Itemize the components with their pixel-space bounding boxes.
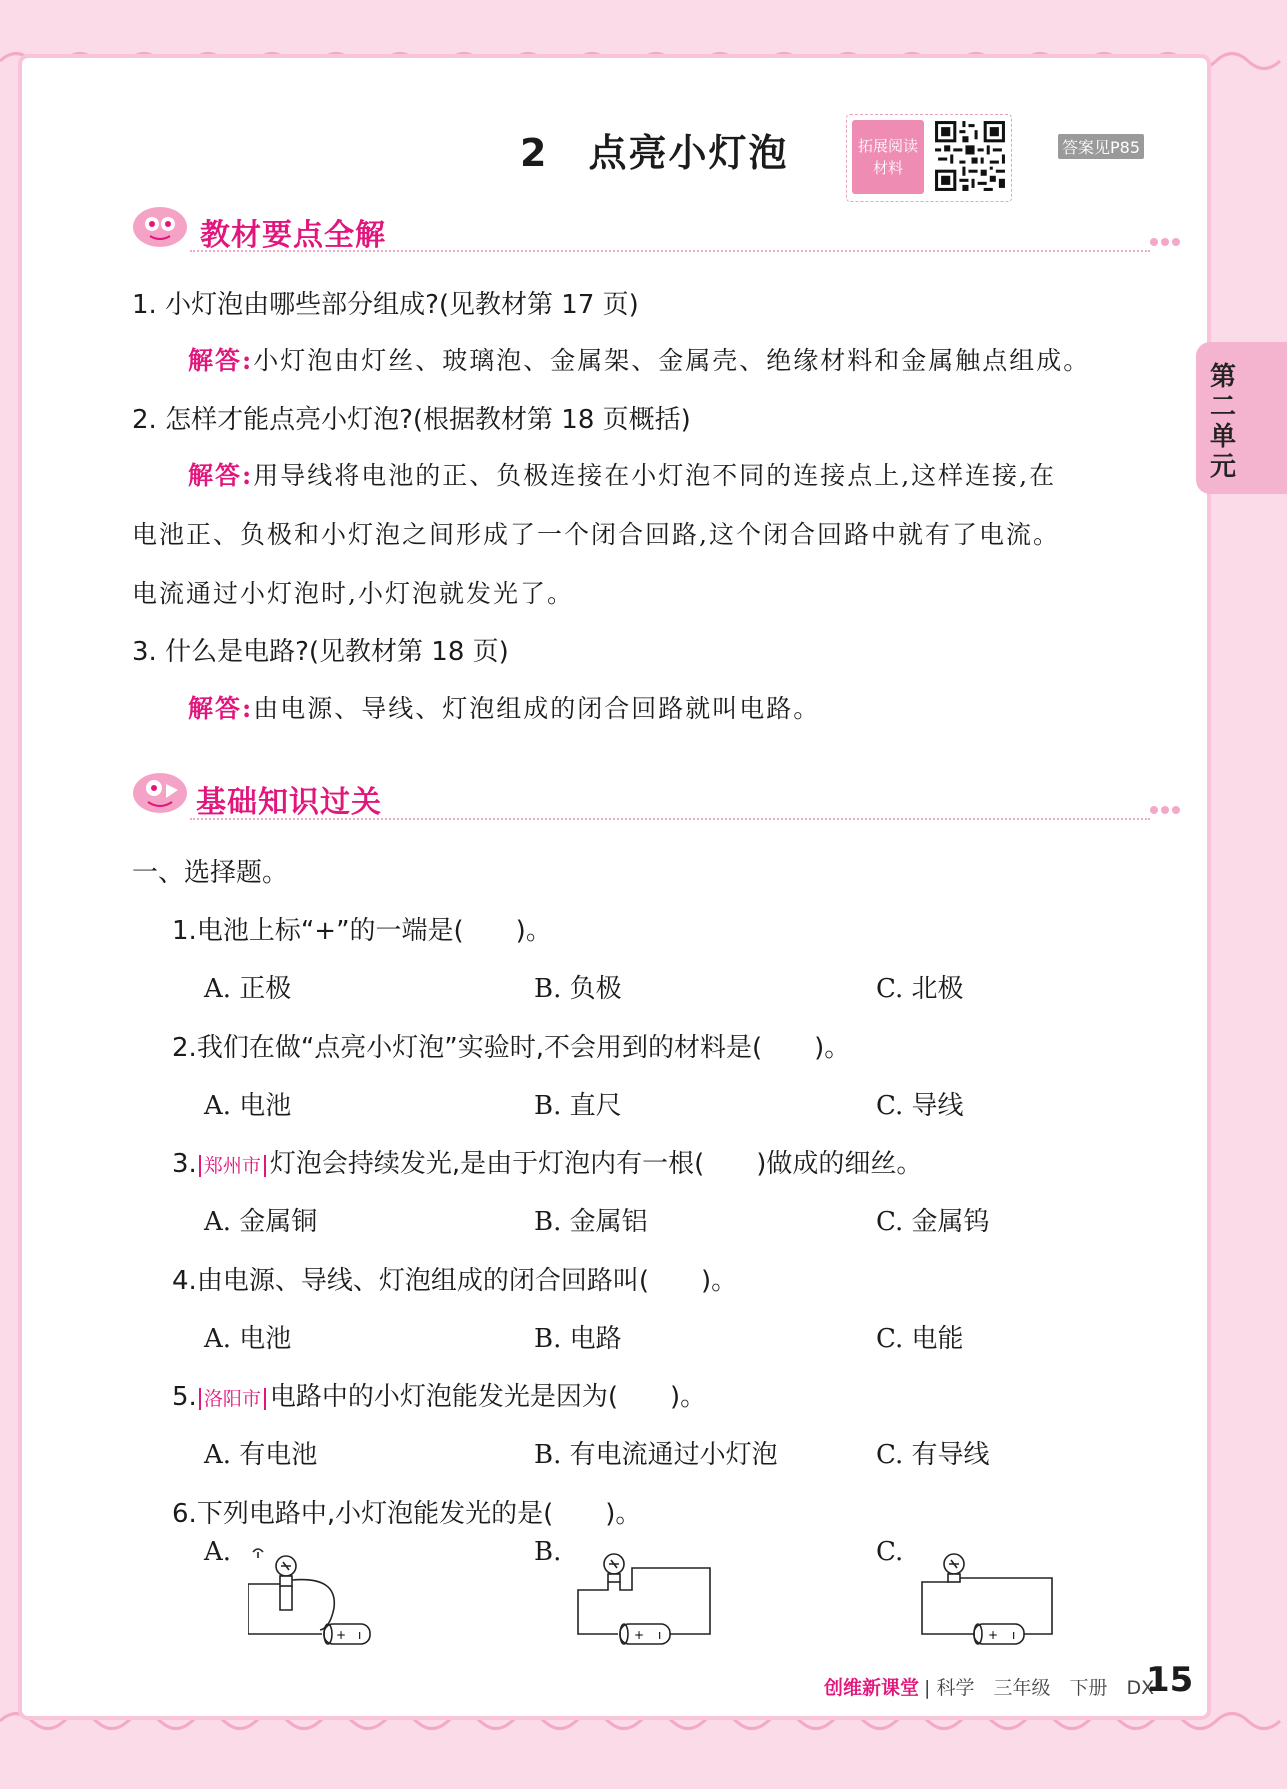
mc-question-number: 4.: [172, 1266, 197, 1296]
section-mascot-icon: [130, 770, 190, 816]
divider-dots: [1150, 238, 1180, 246]
mc-option-6-a[interactable]: A.: [204, 1537, 232, 1567]
mc-option-5-c[interactable]: C. 有导线: [876, 1440, 990, 1470]
page-title: 2 点亮小灯泡: [520, 131, 789, 175]
answer-label: 解答:: [188, 346, 254, 375]
mc-question-1: [172, 910, 552, 947]
answer-text: 小灯泡由灯丝、玻璃泡、金属架、金属壳、绝缘材料和金属触点组成。: [253, 346, 1091, 375]
section-heading-basic-knowledge: 基础知识过关: [196, 785, 382, 820]
mc-option-4-b[interactable]: B. 电路: [534, 1324, 622, 1354]
circuit-diagram-a: [248, 1548, 378, 1648]
answer-label: 解答:: [188, 461, 254, 490]
mc-question-4: [172, 1260, 737, 1297]
battery-minus-label: ı: [658, 1628, 662, 1642]
battery-plus-label: +: [336, 1628, 347, 1642]
mc-option-5-a[interactable]: A. 有电池: [204, 1440, 318, 1470]
mc-question-number: 1.: [172, 916, 197, 946]
answer-label: 解答:: [188, 694, 254, 723]
footer-book-info: | 科学 三年级 下册 DX: [924, 1677, 1155, 1699]
point-question-1: 1. 小灯泡由哪些部分组成?(见教材第 17 页): [132, 290, 639, 320]
mc-option-4-c[interactable]: C. 电能: [876, 1324, 964, 1354]
mc-option-3-b[interactable]: B. 金属铝: [534, 1207, 648, 1237]
battery-plus-label: +: [988, 1628, 999, 1642]
answer-reference-badge: 答案见P85: [1058, 134, 1144, 159]
mc-option-5-b[interactable]: B. 有电流通过小灯泡: [534, 1440, 778, 1470]
mc-option-3-a[interactable]: A. 金属铜: [204, 1207, 318, 1237]
qr-label[interactable]: [852, 120, 924, 194]
mc-option-1-b[interactable]: B. 负极: [534, 974, 622, 1004]
mc-option-1-a[interactable]: A. 正极: [204, 974, 292, 1004]
qr-label-line1: 拓展阅读: [857, 137, 918, 155]
region-tag: 洛阳市: [199, 1388, 266, 1410]
mc-question-text: 由电源、导线、灯泡组成的闭合回路叫( )。: [196, 1266, 738, 1296]
point-answer-2-line1: [188, 456, 1056, 492]
mc-question-2: [172, 1027, 850, 1064]
section-divider: [190, 818, 1150, 820]
mc-option-3-c[interactable]: C. 金属钨: [876, 1207, 990, 1237]
section-divider: [190, 250, 1150, 252]
footer-brand: 创维新课堂: [824, 1677, 920, 1699]
point-answer-1: [188, 341, 1090, 377]
point-question-2: 2. 怎样才能点亮小灯泡?(根据教材第 18 页概括): [132, 405, 691, 435]
circuit-diagram-b: [574, 1548, 714, 1648]
battery-minus-label: ı: [358, 1628, 362, 1642]
mc-question-text: 下列电路中,小灯泡能发光的是( )。: [196, 1499, 642, 1529]
answer-text: 用导线将电池的正、负极连接在小灯泡不同的连接点上,这样连接,在: [253, 461, 1057, 490]
mc-option-6-b[interactable]: B.: [534, 1537, 562, 1567]
mc-question-number: 5.: [172, 1382, 197, 1412]
section-heading-key-points: 教材要点全解: [200, 218, 386, 253]
mc-question-text: 我们在做“点亮小灯泡”实验时,不会用到的材料是( )。: [196, 1033, 851, 1063]
mc-option-2-c[interactable]: C. 导线: [876, 1091, 964, 1121]
page-number: 15: [1146, 1660, 1194, 1700]
part-title-multiple-choice: 一、选择题。: [132, 858, 289, 888]
mc-option-2-a[interactable]: A. 电池: [204, 1091, 292, 1121]
answer-text: 由电源、导线、灯泡组成的闭合回路就叫电路。: [253, 694, 821, 723]
mc-question-6: [172, 1493, 641, 1530]
point-answer-3: [188, 689, 820, 725]
divider-dots: [1150, 806, 1180, 814]
mc-option-2-b[interactable]: B. 直尺: [534, 1091, 622, 1121]
point-answer-2-line3: 电流通过小灯泡时,小灯泡就发光了。: [132, 579, 574, 608]
point-answer-2-line2: 电池正、负极和小灯泡之间形成了一个闭合回路,这个闭合回路中就有了电流。: [132, 520, 1060, 549]
mc-question-text: 灯泡会持续发光,是由于灯泡内有一根( )做成的细丝。: [269, 1149, 923, 1179]
mc-question-text: 电池上标“+”的一端是( )。: [196, 916, 552, 946]
region-tag: 郑州市: [199, 1155, 266, 1177]
mc-question-number: 3.: [172, 1149, 197, 1179]
qr-label-line2: 材料: [872, 159, 903, 177]
mc-question-5: [172, 1376, 706, 1413]
section-mascot-icon: [130, 204, 190, 250]
unit-side-tab-label: 第二单元: [1209, 362, 1236, 482]
mc-option-4-a[interactable]: A. 电池: [204, 1324, 292, 1354]
point-question-3: 3. 什么是电路?(见教材第 18 页): [132, 637, 509, 667]
battery-plus-label: +: [634, 1628, 645, 1642]
qr-code-icon[interactable]: [932, 118, 1008, 194]
mc-question-number: 6.: [172, 1499, 197, 1529]
mc-option-6-c[interactable]: C.: [876, 1537, 904, 1567]
battery-minus-label: ı: [1012, 1628, 1016, 1642]
mc-question-3: [172, 1143, 922, 1180]
circuit-diagram-c: [918, 1548, 1058, 1648]
mc-question-number: 2.: [172, 1033, 197, 1063]
mc-question-text: 电路中的小灯泡能发光是因为( )。: [269, 1382, 707, 1412]
mc-option-1-c[interactable]: C. 北极: [876, 974, 964, 1004]
